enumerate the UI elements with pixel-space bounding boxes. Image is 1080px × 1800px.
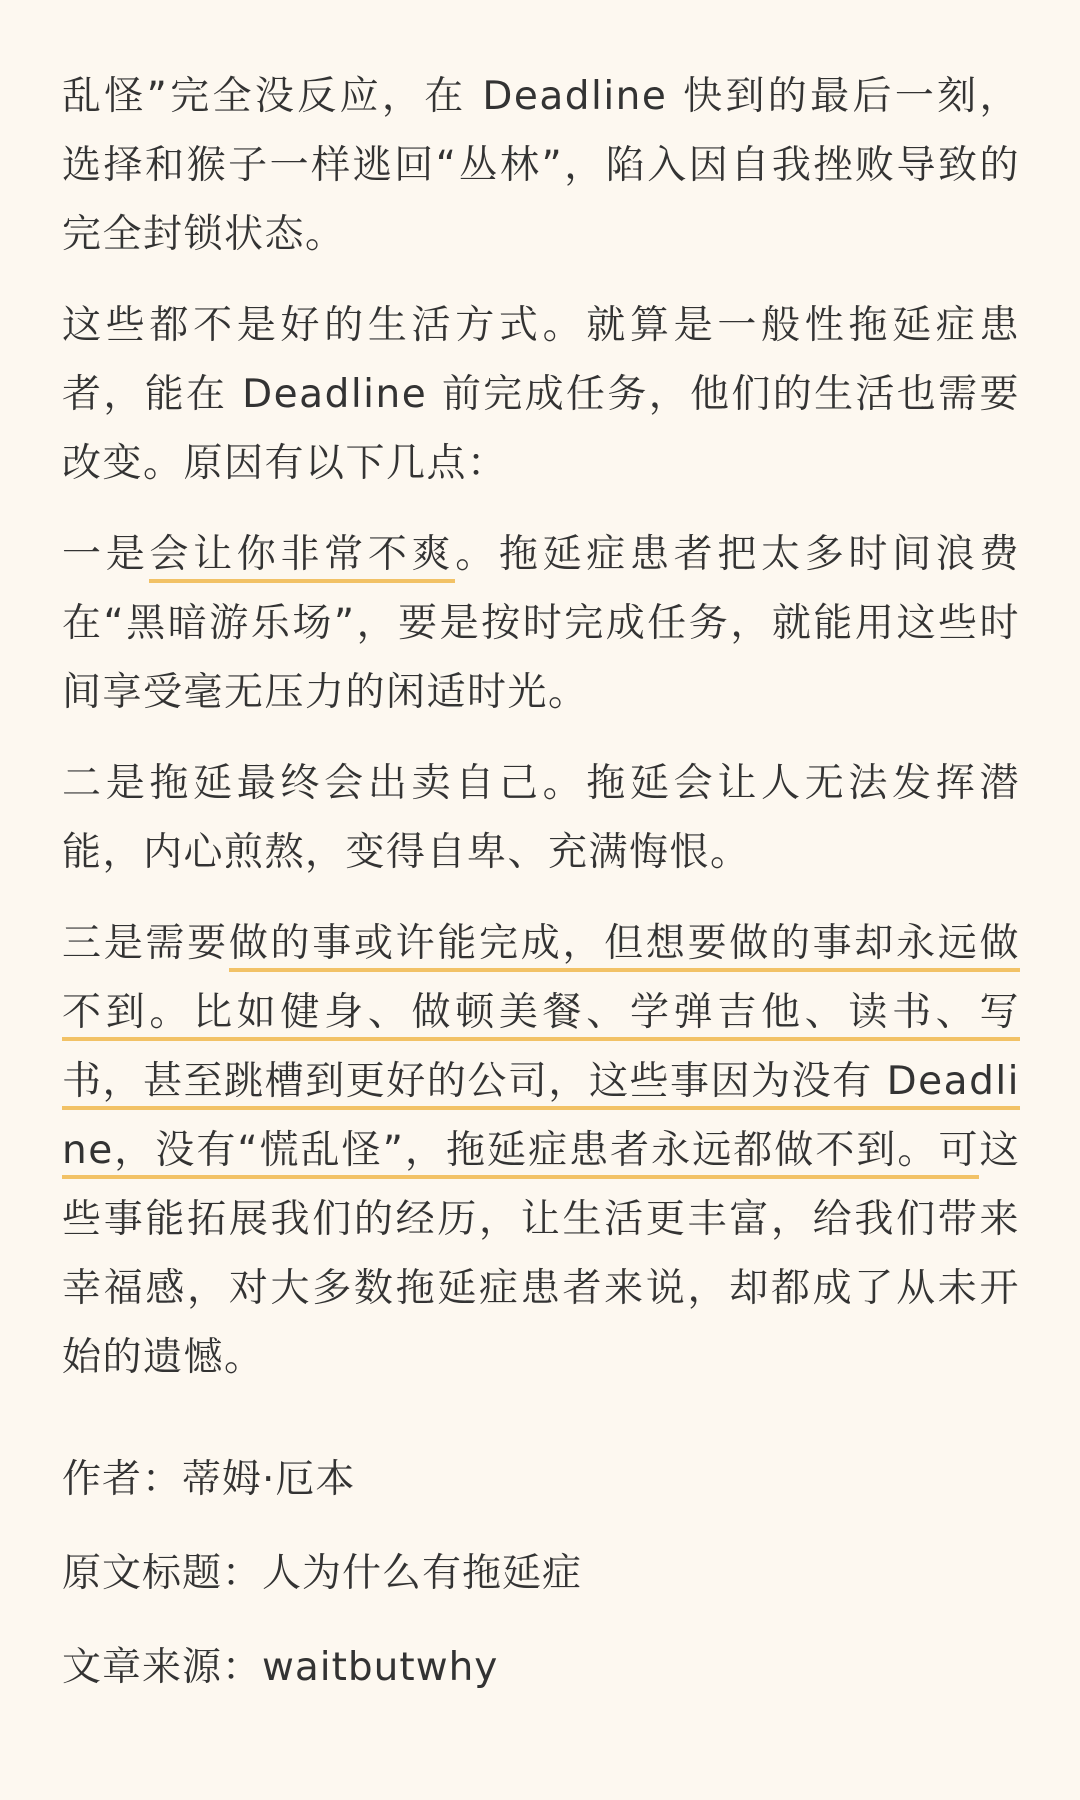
original-title-line: 原文标题：人为什么有拖延症 bbox=[62, 1551, 583, 1596]
article-paragraph bbox=[62, 291, 1020, 498]
author-line: 作者：蒂姆·厄本 bbox=[62, 1457, 356, 1502]
paragraph-text: 这些都不是好的生活方式。就算是一般性拖延症患者，能在 Deadline 前完成任务，他们的生活也需要改变。原因有以下几点： bbox=[62, 303, 1020, 486]
highlighted-text: 做的事或许能完成，但想要做的事却永远做不到。比如健身、做顿美餐、学弹吉他、读书、写书，甚至跳槽到更好的公司，这些事因为没有 Deadline，没有“慌乱怪”，拖延症患者永远都做不到。可 bbox=[62, 921, 1020, 1179]
article-paragraph bbox=[62, 749, 1020, 887]
highlighted-text: 会让你非常不爽 bbox=[149, 532, 455, 583]
article-meta bbox=[62, 1444, 1020, 1704]
source-line: 文章来源：waitbutwhy bbox=[62, 1645, 499, 1690]
paragraph-text: 二是拖延最终会出卖自己。拖延会让人无法发挥潜能，内心煎熬，变得自卑、充满悔恨。 bbox=[62, 761, 1020, 875]
paragraph-text: 这些事能拓展我们的经历，让生活更丰富，给我们带来幸福感，对大多数拖延症患者来说，却都成了从未开始的遗憾。 bbox=[62, 1128, 1020, 1380]
paragraph-text: 。拖延症患者把太多时间浪费在“黑暗游乐场”，要是按时完成任务，就能用这些时间享受毫无压力的闲适时光。 bbox=[62, 532, 1020, 715]
article-paragraph bbox=[62, 62, 1020, 269]
paragraph-text: 一是 bbox=[62, 532, 150, 577]
paragraph-text: 三是需要 bbox=[62, 921, 229, 966]
article-body bbox=[62, 62, 1020, 1392]
paragraph-text: 乱怪”完全没反应，在 Deadline 快到的最后一刻，选择和猴子一样逃回“丛林”，陷入因自我挫败导致的完全封锁状态。 bbox=[62, 74, 1020, 257]
article-paragraph bbox=[62, 520, 1020, 727]
article-paragraph bbox=[62, 909, 1020, 1392]
